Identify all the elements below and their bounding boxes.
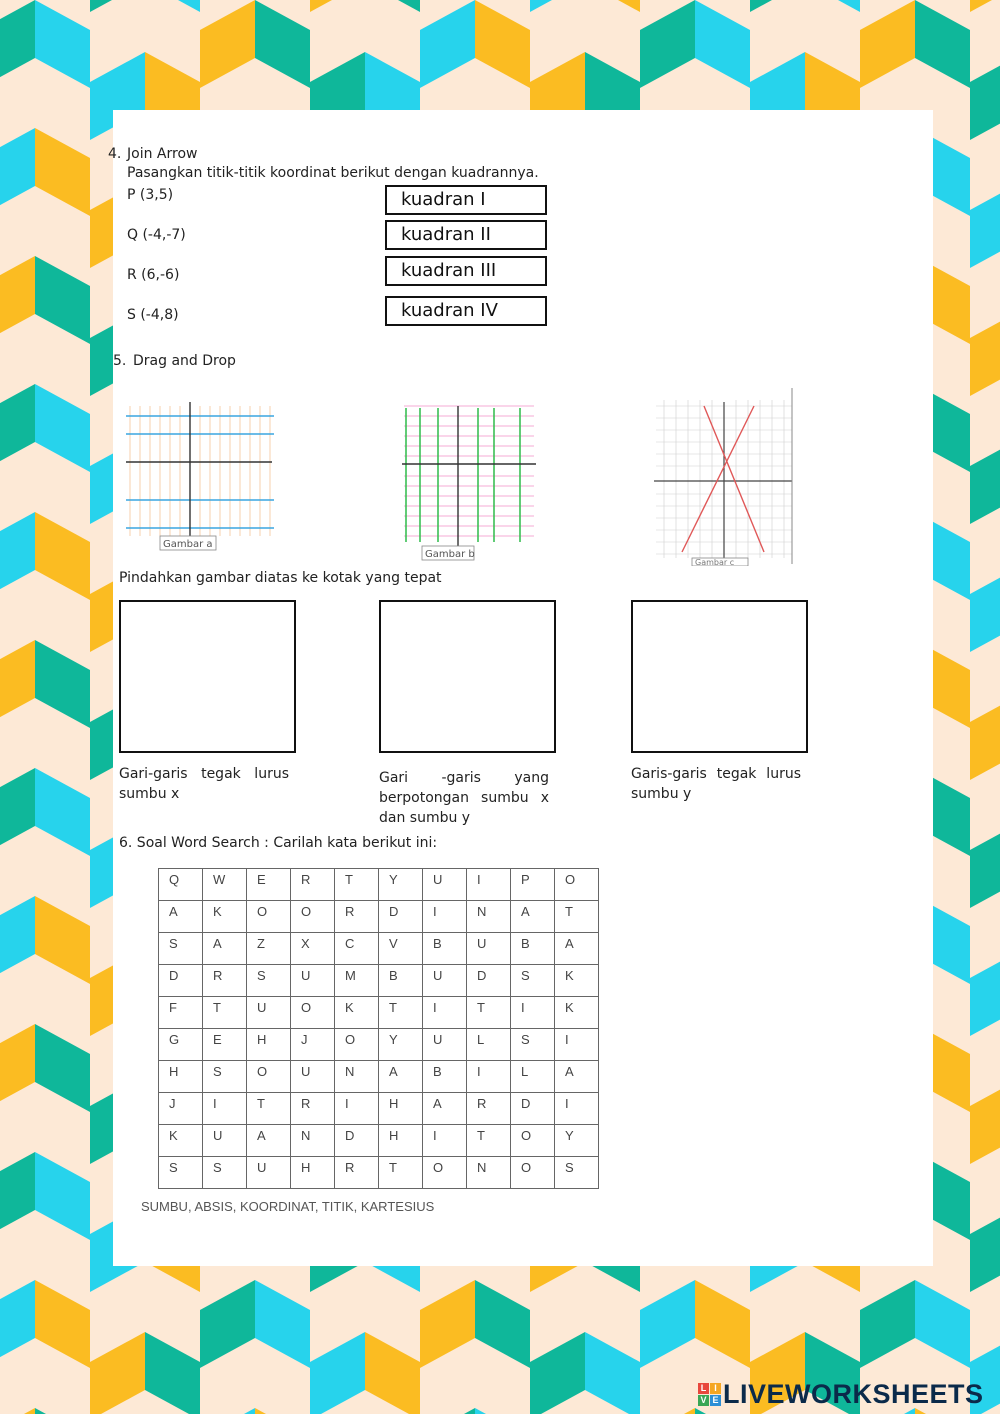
word-search-cell[interactable]: I <box>511 997 555 1029</box>
word-search-cell[interactable]: I <box>423 901 467 933</box>
word-search-cell[interactable]: O <box>423 1157 467 1189</box>
word-search-row <box>159 869 599 901</box>
word-search-cell[interactable]: I <box>555 1093 599 1125</box>
q4-instruction: Pasangkan titik-titik koordinat berikut dengan kuadrannya. <box>127 165 539 181</box>
word-search-cell[interactable]: A <box>203 933 247 965</box>
word-search-cell[interactable]: H <box>247 1029 291 1061</box>
word-search-cell[interactable]: D <box>467 965 511 997</box>
word-search-cell[interactable]: R <box>291 1093 335 1125</box>
word-search-cell[interactable]: I <box>555 1029 599 1061</box>
word-search-cell[interactable]: D <box>511 1093 555 1125</box>
word-search-cell[interactable]: O <box>291 901 335 933</box>
word-search-cell[interactable]: B <box>511 933 555 965</box>
drop-label-2: Gari -garis yang berpotongan sumbu x dan sumbu y <box>379 770 549 826</box>
word-search-row <box>159 901 599 933</box>
q5-number: 5. <box>113 353 127 369</box>
word-search-cell[interactable]: K <box>555 965 599 997</box>
word-search-cell[interactable]: S <box>511 965 555 997</box>
word-search-cell[interactable]: A <box>247 1125 291 1157</box>
word-search-cell[interactable]: L <box>467 1029 511 1061</box>
word-search-cell[interactable]: U <box>247 1157 291 1189</box>
point-p[interactable]: P (3,5) <box>127 187 174 203</box>
word-search-cell[interactable]: K <box>555 997 599 1029</box>
q5-instruction: Pindahkan gambar diatas ke kotak yang tepat <box>119 570 442 586</box>
word-search-cell[interactable]: L <box>511 1061 555 1093</box>
q6-title: 6. Soal Word Search : Carilah kata berikut ini: <box>119 835 438 851</box>
word-search-cell[interactable]: U <box>423 1029 467 1061</box>
word-search-cell[interactable]: E <box>247 869 291 901</box>
word-search-cell[interactable]: Q <box>159 869 203 901</box>
word-search-cell[interactable]: T <box>247 1093 291 1125</box>
word-search-cell[interactable]: X <box>291 933 335 965</box>
word-search-cell[interactable]: R <box>335 901 379 933</box>
word-search-cell[interactable]: G <box>159 1029 203 1061</box>
word-search-cell[interactable]: O <box>511 1125 555 1157</box>
word-search-cell[interactable]: W <box>203 869 247 901</box>
word-search-cell[interactable]: T <box>555 901 599 933</box>
word-search-cell[interactable]: U <box>467 933 511 965</box>
drop-label-1: Gari-garis tegak lurus sumbu x <box>119 766 289 802</box>
drop-box-3[interactable] <box>631 600 808 753</box>
word-search-row <box>159 1029 599 1061</box>
word-search-cell[interactable]: S <box>159 1157 203 1189</box>
word-search-cell[interactable]: T <box>467 1125 511 1157</box>
word-search-cell[interactable]: H <box>379 1125 423 1157</box>
word-search-cell[interactable]: N <box>335 1061 379 1093</box>
point-r[interactable]: R (6,-6) <box>127 267 180 283</box>
word-search-cell[interactable]: O <box>555 869 599 901</box>
point-s[interactable]: S (-4,8) <box>127 307 179 323</box>
word-search-cell[interactable]: S <box>203 1061 247 1093</box>
word-search-cell[interactable]: N <box>467 901 511 933</box>
word-search-cell[interactable]: I <box>467 869 511 901</box>
word-search-row <box>159 965 599 997</box>
word-search-row <box>159 1125 599 1157</box>
word-search-cell[interactable]: A <box>159 901 203 933</box>
q4-title: Join Arrow <box>127 146 198 162</box>
drop-label-3: Garis-garis tegak lurus sumbu y <box>631 766 801 802</box>
logo-mark-icon: L I V E <box>698 1383 721 1406</box>
word-search-cell[interactable]: I <box>423 1125 467 1157</box>
word-search-cell[interactable]: K <box>203 901 247 933</box>
word-search-cell[interactable]: A <box>379 1061 423 1093</box>
word-search-cell[interactable]: O <box>247 1061 291 1093</box>
word-search-cell[interactable]: R <box>467 1093 511 1125</box>
word-search-cell[interactable]: U <box>203 1125 247 1157</box>
word-search-cell[interactable]: B <box>423 933 467 965</box>
word-search-cell[interactable]: J <box>291 1029 335 1061</box>
word-search-cell[interactable]: V <box>379 933 423 965</box>
graph-image-c[interactable] <box>652 386 797 566</box>
q4-number: 4. <box>108 146 122 162</box>
word-search-cell[interactable]: I <box>423 997 467 1029</box>
word-search-row <box>159 933 599 965</box>
word-search-cell[interactable]: U <box>423 869 467 901</box>
graph-image-a[interactable] <box>122 396 284 554</box>
word-search-cell[interactable]: M <box>335 965 379 997</box>
word-search-cell[interactable]: O <box>511 1157 555 1189</box>
word-search-cell[interactable]: I <box>335 1093 379 1125</box>
graph-c-caption: Gambar c <box>695 558 735 566</box>
word-search-cell[interactable]: O <box>247 901 291 933</box>
answer-kuadran-4[interactable]: kuadran IV <box>385 296 547 326</box>
word-search-cell[interactable]: N <box>291 1125 335 1157</box>
word-search-cell[interactable]: T <box>379 997 423 1029</box>
brand-name: LIVEWORKSHEETS <box>723 1378 984 1409</box>
word-search-cell[interactable]: U <box>291 965 335 997</box>
word-search-cell[interactable]: S <box>247 965 291 997</box>
word-search-cell[interactable]: I <box>467 1061 511 1093</box>
word-search-row <box>159 1157 599 1189</box>
word-search-cell[interactable]: N <box>467 1157 511 1189</box>
q5-title: Drag and Drop <box>133 353 236 369</box>
word-search-grid <box>158 868 599 1189</box>
word-search-cell[interactable]: U <box>247 997 291 1029</box>
word-search-cell[interactable]: P <box>511 869 555 901</box>
word-search-cell[interactable]: D <box>159 965 203 997</box>
word-search-cell[interactable]: C <box>335 933 379 965</box>
word-search-cell[interactable]: S <box>203 1157 247 1189</box>
word-search-cell[interactable]: T <box>335 869 379 901</box>
word-search-cell[interactable]: A <box>555 933 599 965</box>
word-search-cell[interactable]: Y <box>555 1125 599 1157</box>
word-search-cell[interactable]: T <box>203 997 247 1029</box>
word-search-cell[interactable]: S <box>555 1157 599 1189</box>
word-search-cell[interactable]: K <box>335 997 379 1029</box>
word-search-cell[interactable]: B <box>423 1061 467 1093</box>
word-search-cell[interactable]: A <box>511 901 555 933</box>
word-search-cell[interactable]: S <box>159 933 203 965</box>
word-search-cell[interactable]: K <box>159 1125 203 1157</box>
word-search-cell[interactable]: H <box>291 1157 335 1189</box>
word-search-cell[interactable]: A <box>555 1061 599 1093</box>
word-search-cell[interactable]: J <box>159 1093 203 1125</box>
word-search-cell[interactable]: D <box>379 901 423 933</box>
word-search-cell[interactable]: R <box>203 965 247 997</box>
word-list: SUMBU, ABSIS, KOORDINAT, TITIK, KARTESIUS <box>141 1199 435 1214</box>
answer-kuadran-2[interactable]: kuadran II <box>385 220 547 250</box>
word-search-cell[interactable]: U <box>291 1061 335 1093</box>
word-search-cell[interactable]: B <box>379 965 423 997</box>
answer-kuadran-1[interactable]: kuadran I <box>385 185 547 215</box>
graph-a-caption: Gambar a <box>163 539 213 550</box>
graph-b-caption: Gambar b <box>425 549 475 560</box>
word-search-cell[interactable]: A <box>423 1093 467 1125</box>
word-search-cell[interactable]: H <box>379 1093 423 1125</box>
word-search-cell[interactable]: I <box>203 1093 247 1125</box>
drop-box-2[interactable] <box>379 600 556 753</box>
word-search-cell[interactable]: Y <box>379 1029 423 1061</box>
word-search-row <box>159 997 599 1029</box>
drop-box-1[interactable] <box>119 600 296 753</box>
graph-image-b[interactable] <box>394 402 544 562</box>
word-search-cell[interactable]: Y <box>379 869 423 901</box>
word-search-row <box>159 1093 599 1125</box>
word-search-cell[interactable]: E <box>203 1029 247 1061</box>
point-q[interactable]: Q (-4,-7) <box>127 227 186 243</box>
liveworksheets-logo <box>698 1378 984 1410</box>
word-search-cell[interactable]: O <box>291 997 335 1029</box>
word-search-cell[interactable]: R <box>335 1157 379 1189</box>
word-search-cell[interactable]: O <box>335 1029 379 1061</box>
word-search-cell[interactable]: Z <box>247 933 291 965</box>
word-search-cell[interactable]: S <box>511 1029 555 1061</box>
word-search-cell[interactable]: H <box>159 1061 203 1093</box>
word-search-cell[interactable]: R <box>291 869 335 901</box>
answer-kuadran-3[interactable]: kuadran III <box>385 256 547 286</box>
word-search-cell[interactable]: F <box>159 997 203 1029</box>
word-search-cell[interactable]: T <box>467 997 511 1029</box>
word-search-cell[interactable]: D <box>335 1125 379 1157</box>
word-search-cell[interactable]: U <box>423 965 467 997</box>
word-search-row <box>159 1061 599 1093</box>
word-search-cell[interactable]: T <box>379 1157 423 1189</box>
